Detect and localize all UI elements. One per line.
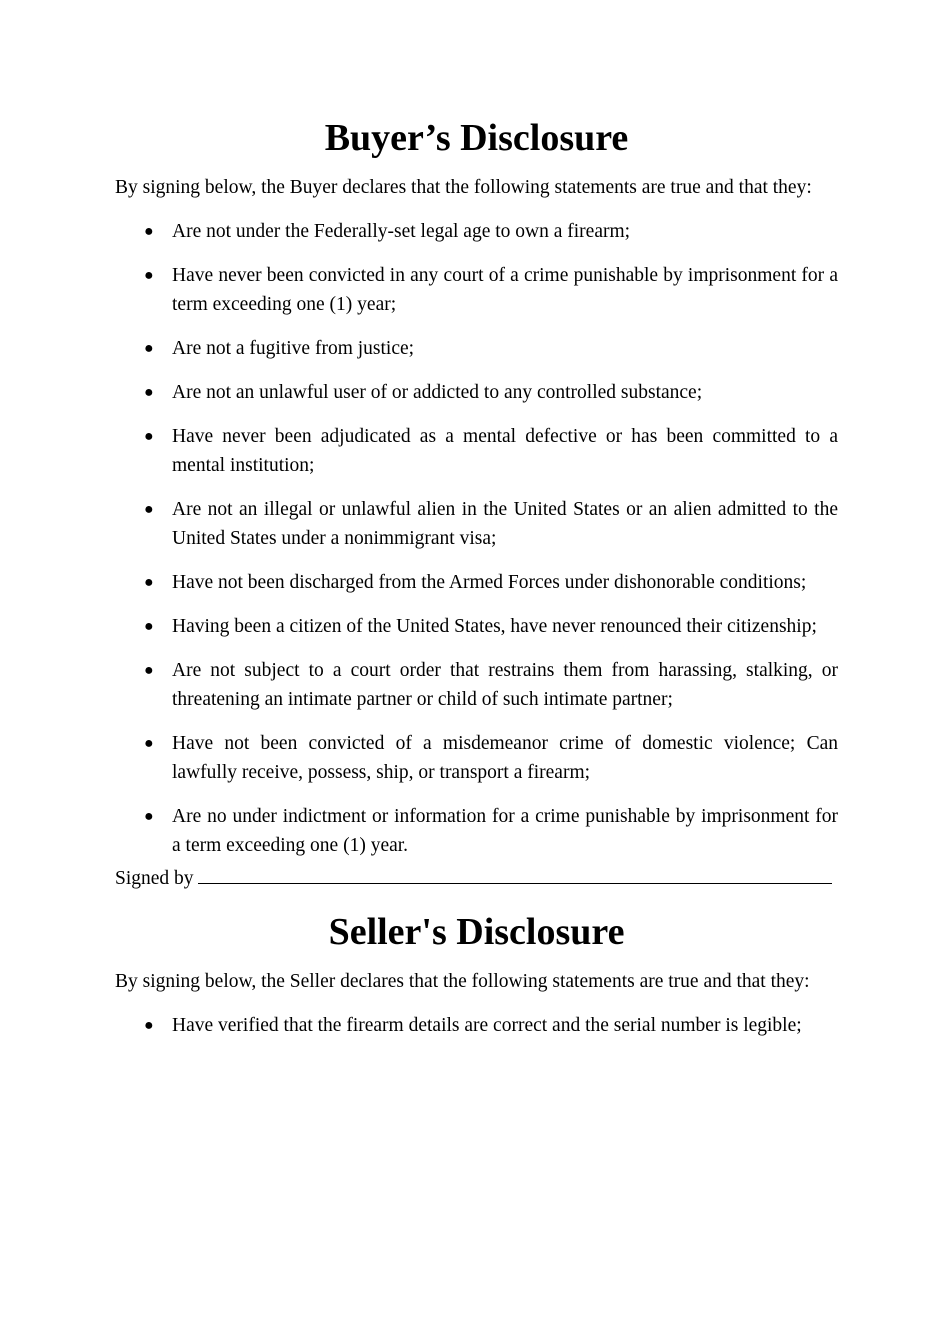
list-item: ● Are not an illegal or unlawful alien in the United States or an alien admitted to the United States under a nonimmigrant visa; [115, 495, 838, 553]
list-item: ● Are not an unlawful user of or addicted to any controlled substance; [115, 378, 838, 407]
bullet-icon: ● [144, 340, 154, 357]
bullet-icon: ● [144, 735, 154, 752]
buyer-signature-line[interactable] [198, 861, 832, 884]
list-item: ● Have not been discharged from the Armed Forces under dishonorable conditions; [115, 568, 838, 597]
list-item: ● Are no under indictment or information for a crime punishable by imprisonment for a term exceeding one (1) year. [115, 802, 838, 860]
bullet-icon: ● [144, 501, 154, 518]
list-item: ● Are not a fugitive from justice; [115, 334, 838, 363]
bullet-icon: ● [144, 808, 154, 825]
list-item: ● Having been a citizen of the United States, have never renounced their citizenship; [115, 612, 838, 641]
bullet-icon: ● [144, 267, 154, 284]
list-item: ● Have verified that the firearm details are correct and the serial number is legible; [115, 1011, 838, 1040]
buyer-signature-row [115, 861, 838, 893]
seller-statement-list [115, 1011, 838, 1040]
list-item: ● Are not subject to a court order that restrains them from harassing, stalking, or threatening an intimate partner or child of such intimate partner; [115, 656, 838, 714]
buyer-intro: By signing below, the Buyer declares that the following statements are true and that they: [115, 177, 812, 198]
document-page [115, 0, 838, 1055]
signed-by-label: Signed by [115, 868, 194, 889]
bullet-icon: ● [144, 1017, 154, 1034]
list-item: ● Have never been adjudicated as a mental defective or has been committed to a mental institution; [115, 422, 838, 480]
list-item: ● Have never been convicted in any court of a crime punishable by imprisonment for a term exceeding one (1) year; [115, 261, 838, 319]
seller-disclosure-title: Seller's Disclosure [328, 911, 625, 953]
bullet-icon: ● [144, 384, 154, 401]
list-item: ● Have not been convicted of a misdemeanor crime of domestic violence; Can lawfully receive, possess, ship, or transport a firearm; [115, 729, 838, 787]
list-item: ● Are not under the Federally-set legal age to own a firearm; [115, 217, 838, 246]
bullet-icon: ● [144, 662, 154, 679]
bullet-icon: ● [144, 574, 154, 591]
seller-intro: By signing below, the Seller declares that the following statements are true and that they: [115, 971, 810, 992]
buyer-statement-list [115, 217, 838, 860]
buyer-disclosure-title: Buyer’s Disclosure [324, 117, 629, 159]
bullet-icon: ● [144, 428, 154, 445]
bullet-icon: ● [144, 618, 154, 635]
bullet-icon: ● [144, 223, 154, 240]
